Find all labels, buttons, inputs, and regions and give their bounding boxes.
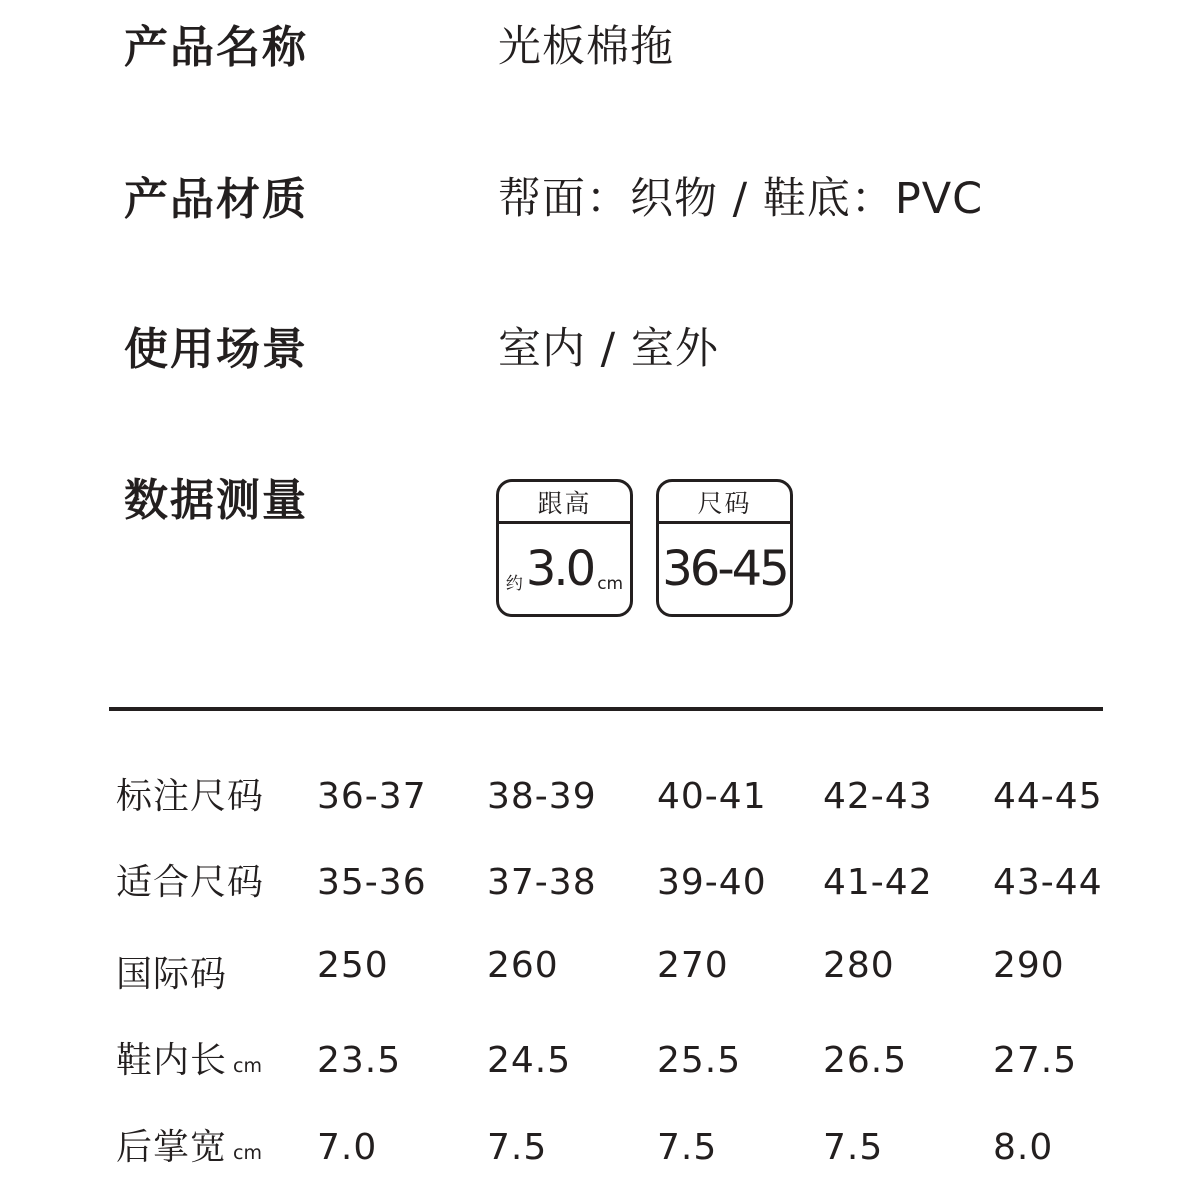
row-label: 标注尺码 xyxy=(116,776,265,817)
usage-scene-label: 使用场景 xyxy=(124,324,308,375)
table-cell: 260 xyxy=(487,945,559,986)
table-cell: 24.5 xyxy=(487,1040,572,1081)
table-cell: 43-44 xyxy=(993,862,1103,903)
table-cell: 7.5 xyxy=(657,1127,718,1168)
size-range-card-body xyxy=(659,524,790,614)
product-name-label: 产品名称 xyxy=(124,22,308,73)
table-cell: 38-39 xyxy=(487,776,597,817)
table-cell: 7.5 xyxy=(487,1127,548,1168)
table-row xyxy=(0,941,1200,995)
table-row xyxy=(0,858,1200,908)
table-row xyxy=(0,1123,1200,1173)
section-divider xyxy=(109,707,1103,711)
table-row xyxy=(0,1036,1200,1086)
row-label: 国际码 xyxy=(116,954,228,995)
heel-height-value: 3.0 xyxy=(525,541,594,597)
product-name-value: 光板棉拖 xyxy=(498,22,674,72)
heel-height-prefix: 约 xyxy=(505,574,523,594)
table-cell: 23.5 xyxy=(317,1040,402,1081)
table-cell: 40-41 xyxy=(657,776,767,817)
table-cell: 25.5 xyxy=(657,1040,742,1081)
table-cell: 41-42 xyxy=(823,862,933,903)
table-cell: 7.0 xyxy=(317,1127,378,1168)
table-cell: 8.0 xyxy=(993,1127,1054,1168)
row-label: 后掌宽 cm xyxy=(116,1127,262,1168)
row-unit: cm xyxy=(233,1142,262,1164)
heel-height-card-title: 跟高 xyxy=(499,482,630,524)
table-cell: 7.5 xyxy=(823,1127,884,1168)
row-label: 适合尺码 xyxy=(116,862,265,903)
row-label: 鞋内长 cm xyxy=(116,1040,262,1081)
product-material-value: 帮面：织物 / 鞋底：PVC xyxy=(498,174,984,224)
table-cell: 250 xyxy=(317,945,389,986)
table-cell: 44-45 xyxy=(993,776,1103,817)
table-cell: 26.5 xyxy=(823,1040,908,1081)
size-range-card-title: 尺码 xyxy=(659,482,790,524)
size-range-card xyxy=(656,479,793,617)
table-cell: 39-40 xyxy=(657,862,767,903)
heel-height-card-body xyxy=(499,524,630,614)
table-cell: 270 xyxy=(657,945,729,986)
size-range-value: 36-45 xyxy=(662,541,787,597)
table-cell: 290 xyxy=(993,945,1065,986)
table-cell: 280 xyxy=(823,945,895,986)
data-measurement-label: 数据测量 xyxy=(124,475,308,526)
table-row xyxy=(0,772,1200,822)
table-cell: 36-37 xyxy=(317,776,427,817)
row-unit: cm xyxy=(233,1055,262,1077)
product-material-label: 产品材质 xyxy=(124,174,308,225)
table-cell: 37-38 xyxy=(487,862,597,903)
usage-scene-value: 室内 / 室外 xyxy=(498,324,719,374)
table-cell: 42-43 xyxy=(823,776,933,817)
heel-height-unit: cm xyxy=(597,574,624,594)
table-cell: 27.5 xyxy=(993,1040,1078,1081)
heel-height-card xyxy=(496,479,633,617)
table-cell: 35-36 xyxy=(317,862,427,903)
